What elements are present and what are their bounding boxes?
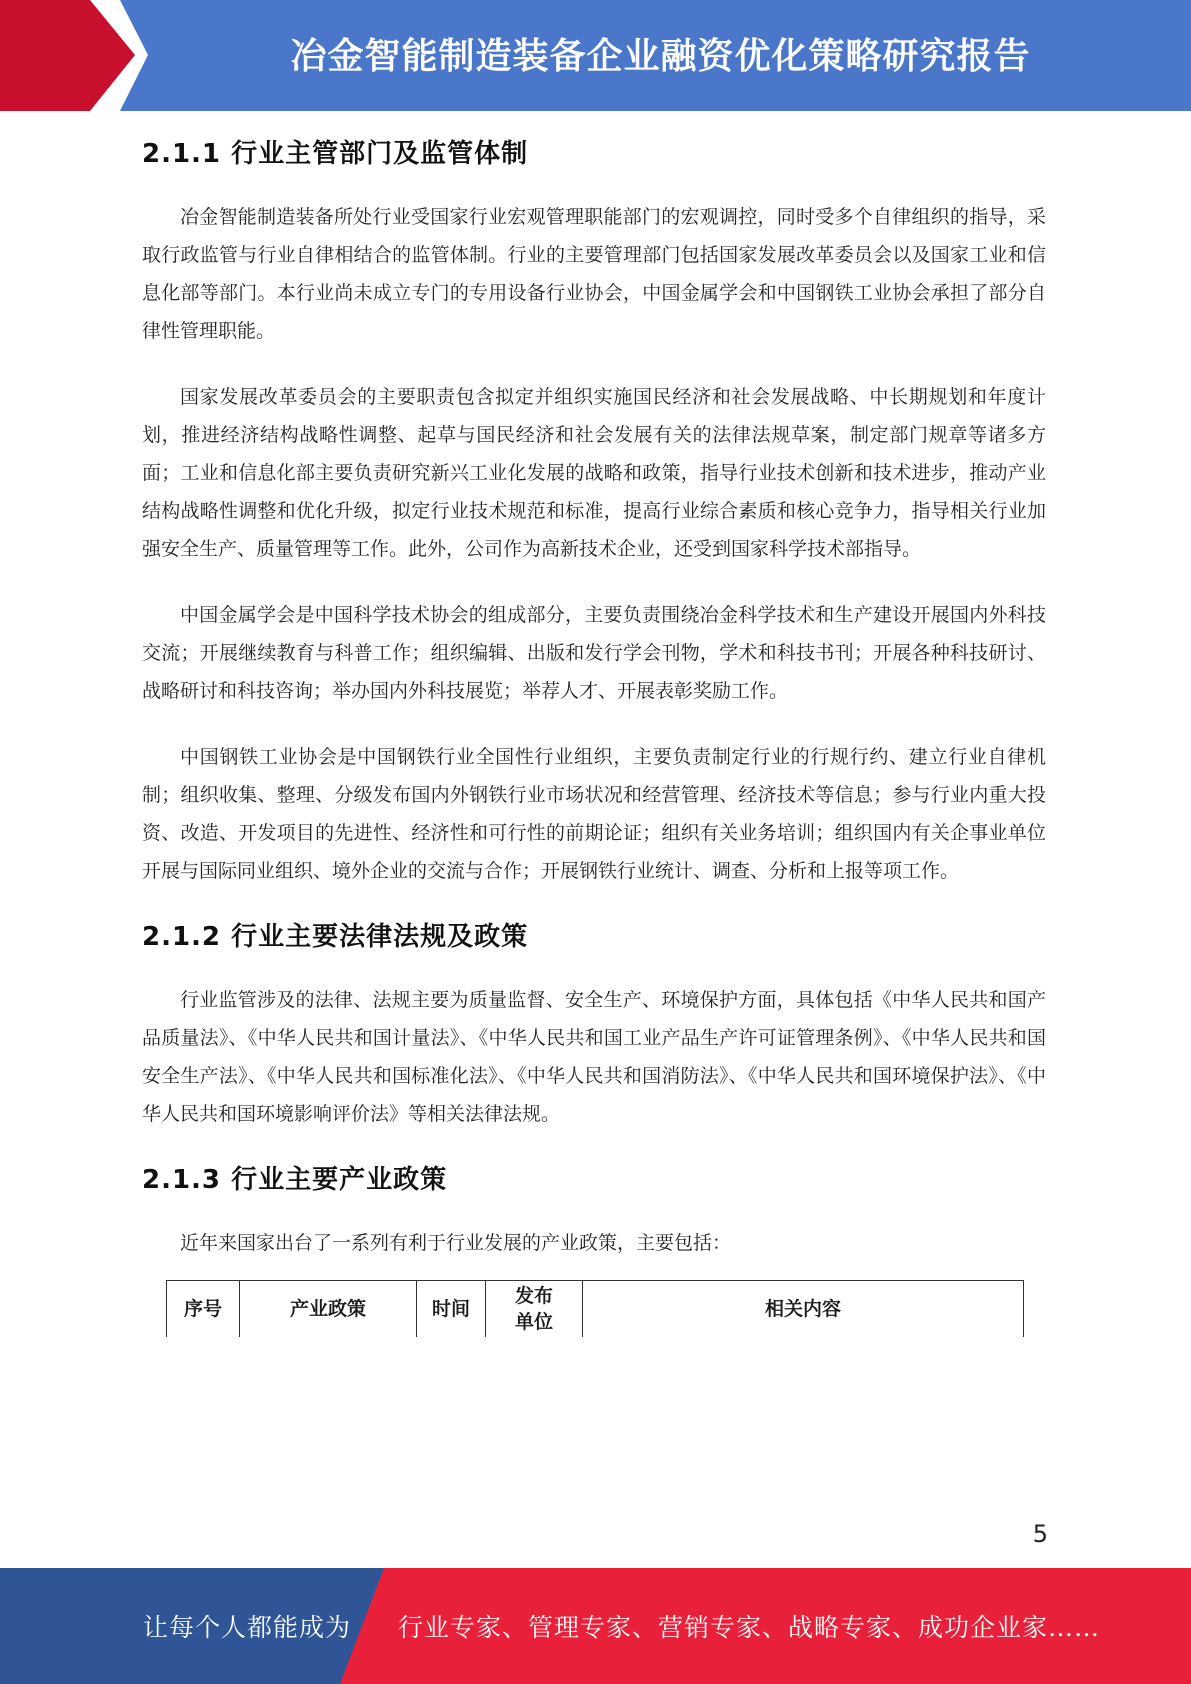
- table-header-cell: 时间: [417, 1281, 486, 1338]
- page-footer: [0, 1568, 1191, 1684]
- paragraph: 近年来国家出台了一系列有利于行业发展的产业政策，主要包括：: [180, 1232, 732, 1254]
- table-header-cell: 序号: [167, 1281, 240, 1338]
- paragraph: 行业监管涉及的法律、法规主要为质量监督、安全生产、环境保护方面，具体包括《中华人民共和国产品质量法》、《中华人民共和国计量法》、《中华人民共和国工业产品生产许可证管理条例》、《中华人民共和国安全生产法》、《中华人民共和国标准化法》、《中华人民共和国消防法》、《中华人民共和国环境保护法》、《中华人民共和国环境影响评价法》等相关法律法规。: [142, 989, 1046, 1125]
- paragraph: 冶金智能制造装备所处行业受国家行业宏观管理职能部门的宏观调控，同时受多个自律组织的指导，采取行政监管与行业自律相结合的监管体制。行业的主要管理部门包括国家发展改革委员会以及国家工业和信息化部等部门。本行业尚未成立专门的专用设备行业协会，中国金属学会和中国钢铁工业协会承担了部分自律性管理职能。: [142, 206, 1046, 342]
- main-content: [142, 115, 1046, 1337]
- paragraph: 中国金属学会是中国科学技术协会的组成部分，主要负责围绕冶金科学技术和生产建设开展国内外科技交流；开展继续教育与科普工作；组织编辑、出版和发行学会刊物，学术和科技书刊；开展各种科技研讨、战略研讨和科技咨询；举办国内外科技展览；举荐人才、开展表彰奖励工作。: [142, 604, 1046, 702]
- page-number: 5: [1032, 1520, 1048, 1548]
- page-header: [0, 0, 1191, 111]
- footer-slogan-right: 行业专家、管理专家、营销专家、战略专家、成功企业家……: [398, 1613, 1101, 1642]
- section-heading-2-1-3: 2.1.3 行业主要产业政策: [142, 1165, 448, 1195]
- section-heading-2-1-2: 2.1.2 行业主要法律法规及政策: [142, 922, 529, 952]
- table-header-label: 发布单位: [514, 1285, 553, 1333]
- policy-table: [166, 1280, 1024, 1337]
- paragraph: 国家发展改革委员会的主要职责包含拟定并组织实施国民经济和社会发展战略、中长期规划和年度计划，推进经济结构战略性调整、起草与国民经济和社会发展有关的法律法规草案，制定部门规章等诸多方面；工业和信息化部主要负责研究新兴工业化发展的战略和政策，指导行业技术创新和技术进步，推动产业结构战略性调整和优化升级，拟定行业技术规范和标准，提高行业综合素质和核心竞争力，指导相关行业加强安全生产、质量管理等工作。此外，公司作为高新技术企业，还受到国家科学技术部指导。: [142, 386, 1046, 560]
- section-heading-2-1-1: 2.1.1 行业主管部门及监管体制: [142, 139, 529, 169]
- paragraph: 中国钢铁工业协会是中国钢铁行业全国性行业组织，主要负责制定行业的行规行约、建立行业自律机制；组织收集、整理、分级发布国内外钢铁行业市场状况和经营管理、经济技术等信息；参与行业内重大投资、改造、开发项目的先进性、经济性和可行性的前期论证；组织有关业务培训；组织国内有关企事业单位开展与国际同业组织、境外企业的交流与合作；开展钢铁行业统计、调查、分析和上报等项工作。: [142, 746, 1046, 882]
- footer-slogan-left: 让每个人都能成为: [143, 1613, 352, 1642]
- table-header-row: [167, 1281, 1024, 1338]
- table-header-cell: [486, 1281, 583, 1338]
- table-header-cell: 产业政策: [240, 1281, 417, 1338]
- report-title: 冶金智能制造装备企业融资优化策略研究报告: [290, 36, 1031, 77]
- table-header-cell: 相关内容: [583, 1281, 1024, 1338]
